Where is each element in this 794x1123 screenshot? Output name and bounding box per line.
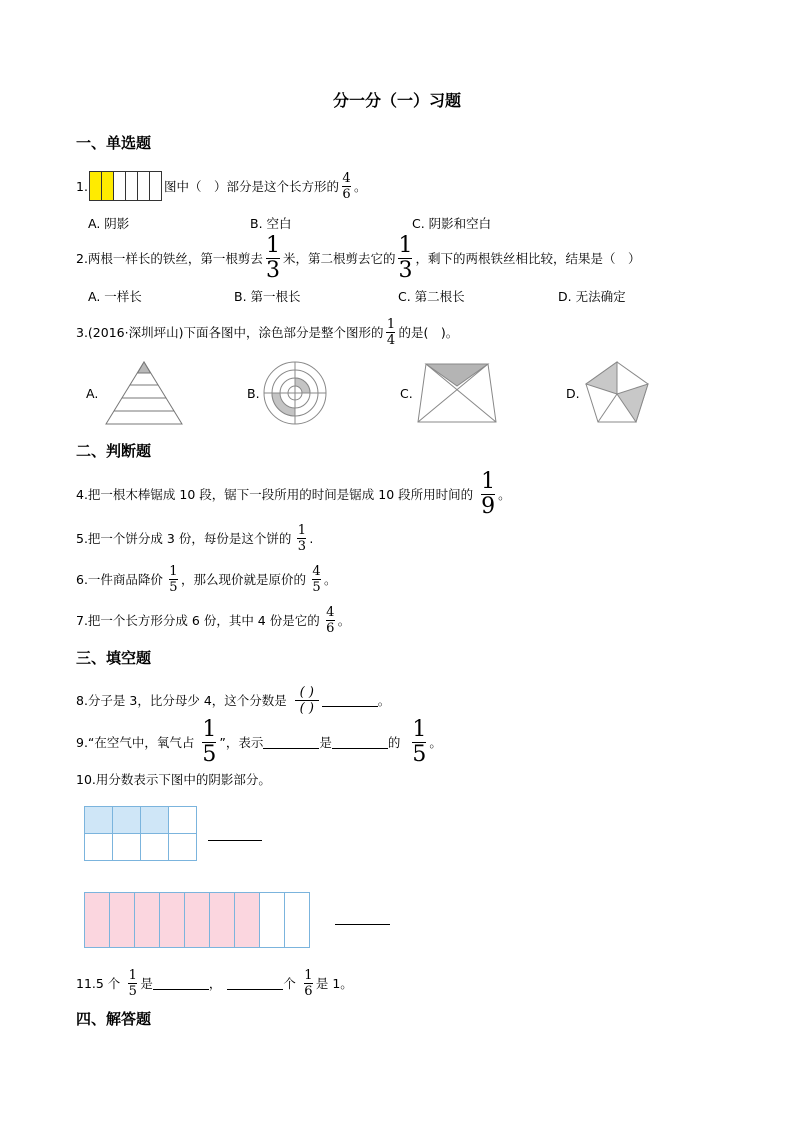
fraction (342, 172, 351, 201)
question-9 (76, 716, 442, 767)
denominator: 4 (386, 332, 396, 348)
section-heading-fill-blank: 三、填空题 (76, 649, 152, 667)
numerator: 1 (481, 468, 496, 494)
question-text: 米，第二根剪去它的 (282, 251, 396, 266)
question-text: 是 1。 (315, 976, 353, 991)
numerator: ( ) (299, 684, 314, 700)
denominator: ( ) (299, 700, 314, 716)
question-11 (76, 966, 353, 1000)
figure-label-a: A. (86, 386, 99, 401)
question-text: 2.两根一样长的铁丝，第一根剪去 (76, 251, 263, 266)
question-4 (76, 468, 511, 519)
option-c[interactable]: C. 阴影和空白 (412, 216, 492, 231)
figure-label-c: C. (400, 386, 413, 401)
pyramid-figure[interactable] (104, 360, 184, 426)
fraction (386, 318, 395, 347)
grid-cell (85, 893, 110, 948)
rectangle-cell (138, 172, 150, 200)
option-c[interactable]: C. 第二根长 (398, 289, 465, 304)
punctuation: 。 (429, 735, 442, 750)
denominator: 3 (398, 257, 413, 283)
rectangle-cell (90, 172, 102, 200)
grid-cell (260, 893, 285, 948)
question-text: 的 (387, 735, 401, 750)
denominator: 9 (481, 493, 496, 519)
numerator: 1 (412, 716, 427, 742)
fraction (326, 606, 335, 635)
grid-cell (285, 893, 310, 948)
punctuation: 。 (377, 693, 391, 708)
question-text: 11.5 个 (76, 976, 121, 991)
question-3 (76, 316, 458, 348)
question-text: ，那么现价就是原价的 (180, 572, 306, 587)
rectangle-cell (114, 172, 126, 200)
figure-label-b: B. (247, 386, 260, 401)
option-a[interactable]: A. 一样长 (88, 289, 142, 304)
section-heading-answer: 四、解答题 (76, 1010, 152, 1028)
punctuation: . (309, 530, 314, 546)
denominator: 6 (304, 983, 313, 999)
question-text: 图中（ ）部分是这个长方形的 (163, 179, 339, 194)
question-text: 4.把一根木棒锯成 10 段，锯下一段所用的时间是锯成 10 段所用时间的 (76, 487, 474, 502)
fraction (297, 524, 306, 553)
denominator: 6 (342, 186, 351, 202)
grid-cell (141, 807, 169, 834)
denominator: 3 (265, 257, 280, 283)
denominator: 6 (326, 620, 335, 636)
punctuation: 。 (353, 179, 367, 194)
numerator: 4 (342, 170, 351, 186)
grid-cell (141, 834, 169, 861)
option-b[interactable]: B. 空白 (250, 216, 292, 231)
fraction (304, 969, 313, 998)
question-5 (76, 522, 313, 554)
question-text: 是 (319, 735, 332, 750)
section-heading-true-false: 二、判断题 (76, 442, 152, 460)
question-text: 是 (140, 976, 153, 991)
question-text: 3.(2016·深圳坪山)下面各图中，涂色部分是整个图形的 (76, 325, 384, 340)
question-text: 5.把一个饼分成 3 份，每份是这个饼的 (76, 531, 292, 546)
page-title: 分一分（一）习题 (332, 91, 461, 110)
numerator: 1 (398, 232, 413, 258)
numerator: 1 (128, 967, 137, 983)
denominator: 5 (312, 579, 321, 595)
numerator: 1 (202, 716, 217, 742)
figure-label-d: D. (566, 386, 580, 401)
trapezoid-figure[interactable] (416, 362, 498, 424)
numerator: 4 (312, 563, 321, 579)
question-text: 的是( )。 (398, 325, 459, 340)
concentric-circles-figure[interactable] (262, 360, 328, 426)
grid-cell (135, 893, 160, 948)
fraction (295, 686, 319, 715)
answer-blank[interactable] (208, 840, 262, 841)
answer-blank[interactable] (322, 694, 378, 707)
denominator: 5 (169, 579, 178, 595)
section-heading-single-choice: 一、单选题 (76, 134, 152, 152)
question-text: 9.“在空气中，氧气占 (76, 735, 195, 750)
numerator: 4 (326, 604, 335, 620)
numerator: 1 (297, 522, 306, 538)
question-2 (76, 232, 641, 283)
punctuation: 。 (498, 487, 511, 502)
question-text: ， (208, 976, 222, 991)
grid-cell (185, 893, 210, 948)
question-1 (76, 170, 366, 202)
pentagon-figure[interactable] (584, 360, 650, 424)
grid-cell (160, 893, 185, 948)
grid-cell (113, 834, 141, 861)
answer-blank[interactable] (332, 736, 388, 749)
question-number: 1. (76, 178, 88, 194)
punctuation: 。 (337, 613, 351, 628)
grid-cell (169, 834, 197, 861)
option-a[interactable]: A. 阴影 (88, 216, 130, 231)
denominator: 5 (128, 983, 137, 999)
numerator: 1 (265, 232, 280, 258)
rectangle-cell (126, 172, 138, 200)
shaded-grid-blue (84, 806, 197, 861)
answer-blank[interactable] (335, 924, 390, 925)
denominator: 5 (412, 741, 427, 767)
shaded-grid-pink (84, 892, 310, 948)
numerator: 1 (169, 563, 178, 579)
rectangle-figure (89, 171, 162, 201)
question-7 (76, 604, 350, 636)
answer-blank[interactable] (227, 977, 283, 990)
punctuation: 。 (323, 572, 337, 587)
grid-cell (110, 893, 135, 948)
denominator: 3 (297, 538, 306, 554)
grid-cell (85, 807, 113, 834)
grid-cell (210, 893, 235, 948)
question-6 (76, 563, 336, 595)
question-text: 个 (283, 976, 296, 991)
question-text: ，剩下的两根铁丝相比较，结果是（ ） (415, 251, 641, 266)
fraction (412, 716, 427, 767)
question-text: 6.一件商品降价 (76, 572, 163, 587)
fraction (398, 232, 413, 283)
question-8 (76, 682, 390, 718)
grid-cell (85, 834, 113, 861)
grid-cell (169, 807, 197, 834)
option-b[interactable]: B. 第一根长 (234, 289, 301, 304)
rectangle-cell (150, 172, 161, 200)
fraction (169, 565, 178, 594)
option-d[interactable]: D. 无法确定 (558, 289, 626, 304)
rectangle-cell (102, 172, 114, 200)
numerator: 1 (304, 967, 313, 983)
fraction (312, 565, 321, 594)
grid-cell (235, 893, 260, 948)
fraction (128, 969, 137, 998)
answer-blank[interactable] (153, 977, 209, 990)
fraction (202, 716, 217, 767)
answer-blank[interactable] (263, 736, 319, 749)
fraction (265, 232, 280, 283)
question-text: 8.分子是 3，比分母少 4，这个分数是 (76, 693, 287, 708)
numerator: 1 (386, 316, 396, 332)
question-text: 7.把一个长方形分成 6 份，其中 4 份是它的 (76, 613, 320, 628)
denominator: 5 (202, 741, 217, 767)
fraction (481, 468, 496, 519)
question-10: 10.用分数表示下图中的阴影部分。 (76, 772, 271, 787)
grid-cell (113, 807, 141, 834)
question-text: ”，表示 (219, 735, 264, 750)
